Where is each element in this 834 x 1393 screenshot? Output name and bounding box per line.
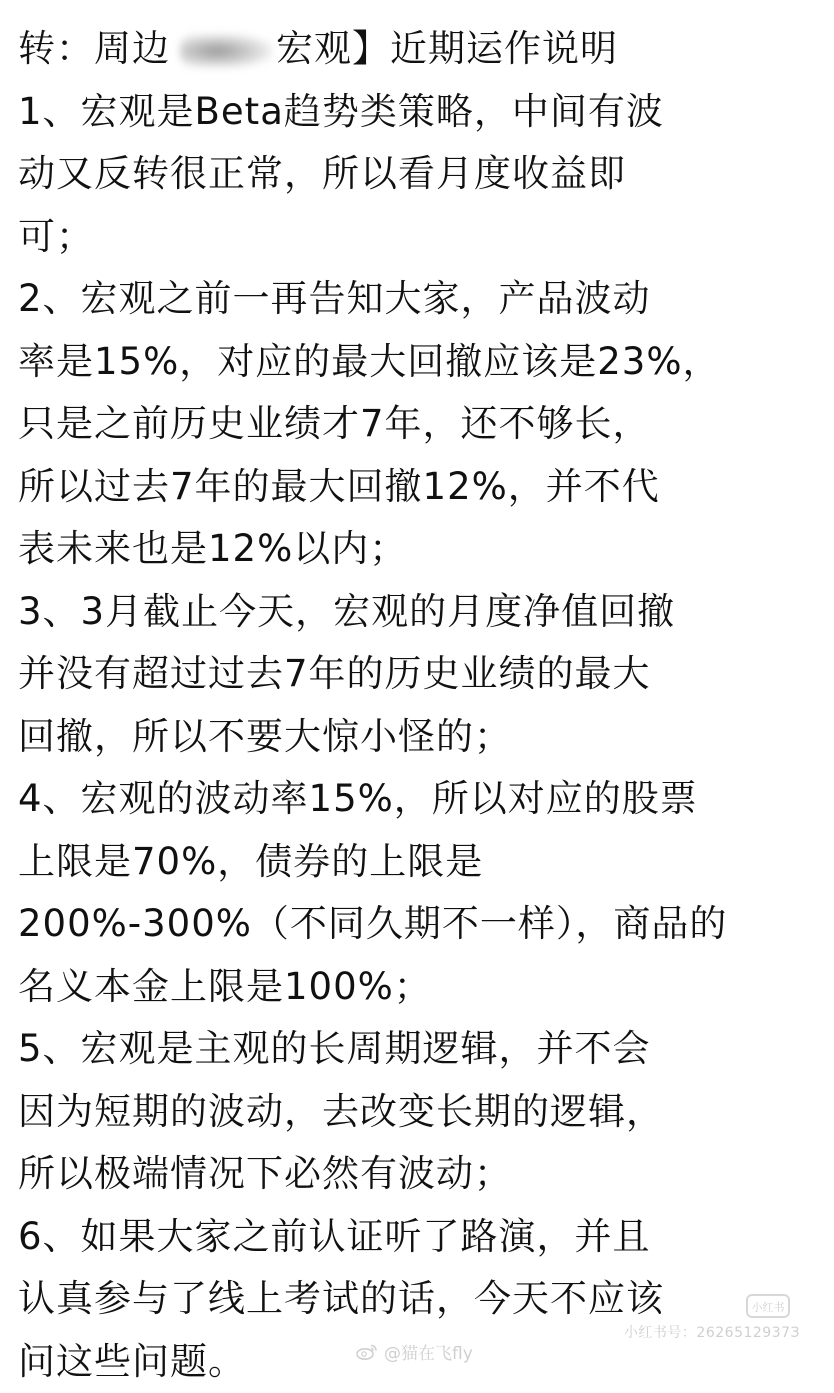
- watermark-logo: 小红书: [746, 1294, 790, 1318]
- weibo-watermark: [356, 1339, 473, 1364]
- text-line: 回撤，所以不要大惊小怪的；: [18, 706, 818, 769]
- title-prefix: 转：周边: [18, 27, 170, 70]
- redacted-blur: [180, 34, 272, 68]
- title-suffix: 宏观】近期运作说明: [276, 27, 618, 70]
- text-line: 所以极端情况下必然有波动；: [18, 1143, 818, 1206]
- weibo-icon: [356, 1343, 378, 1360]
- text-line: 因为短期的波动，去改变长期的逻辑，: [18, 1081, 818, 1144]
- title-line: [18, 18, 818, 81]
- text-line: 问这些问题。: [18, 1331, 818, 1393]
- weibo-handle: @猫在飞fly: [384, 1339, 473, 1364]
- text-line: 可；: [18, 206, 818, 269]
- document-text: [18, 18, 818, 1393]
- text-line: 200%-300%（不同久期不一样），商品的: [18, 893, 818, 956]
- text-line: 2、宏观之前一再告知大家，产品波动: [18, 268, 818, 331]
- text-line: 并没有超过过去7年的历史业绩的最大: [18, 643, 818, 706]
- text-line: 1、宏观是Beta趋势类策略，中间有波: [18, 81, 818, 144]
- text-line: 名义本金上限是100%；: [18, 956, 818, 1019]
- text-line: 表未来也是12%以内；: [18, 518, 818, 581]
- text-line: 率是15%，对应的最大回撤应该是23%，: [18, 331, 818, 394]
- text-line: 6、如果大家之前认证听了路演，并且: [18, 1206, 818, 1269]
- text-line: 动又反转很正常，所以看月度收益即: [18, 143, 818, 206]
- text-line: 上限是70%，债券的上限是: [18, 831, 818, 894]
- text-line: 4、宏观的波动率15%，所以对应的股票: [18, 768, 818, 831]
- text-line: 只是之前历史业绩才7年，还不够长，: [18, 393, 818, 456]
- watermark-id: 小红书号：2626512937З: [624, 1322, 800, 1342]
- text-line: 所以过去7年的最大回撤12%，并不代: [18, 456, 818, 519]
- text-line: 认真参与了线上考试的话，今天不应该: [18, 1268, 818, 1331]
- text-line: 5、宏观是主观的长周期逻辑，并不会: [18, 1018, 818, 1081]
- text-line: 3、3月截止今天，宏观的月度净值回撤: [18, 581, 818, 644]
